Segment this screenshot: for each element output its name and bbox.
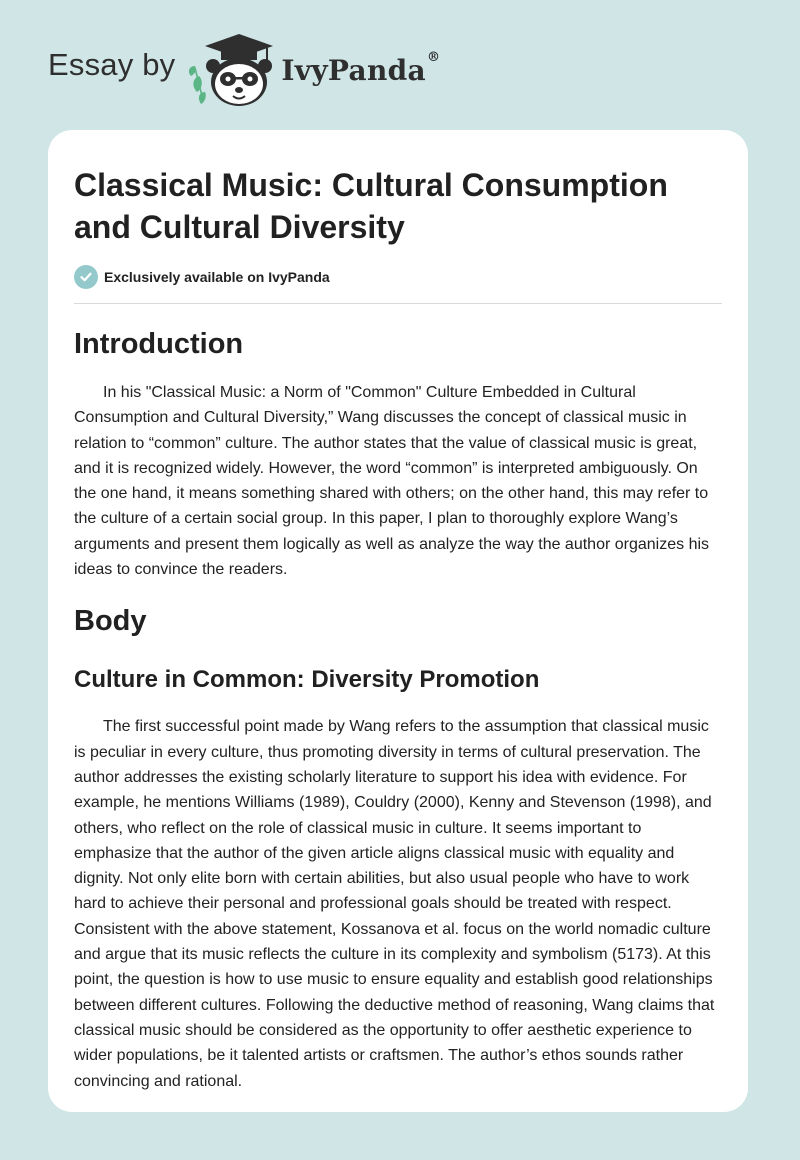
article-title: Classical Music: Cultural Consumption and Cultural Diversity [74, 167, 668, 245]
article-card [48, 130, 748, 1112]
brand-header[interactable] [48, 28, 440, 108]
introduction-heading: Introduction [74, 328, 244, 360]
panda-graduate-icon [183, 28, 279, 108]
exclusive-badge [74, 265, 722, 304]
brand-name: IvyPanda® [281, 49, 441, 87]
body-heading: Body [74, 605, 147, 638]
introduction-paragraph: In his "Classical Music: a Norm of "Common" Culture Embedded in Cultural Consumption and Cultural Diversity,” Wang discusses the concept of classical music in relation to “common” culture. The author states that the value of classical music is great, and it is recognized widely. However, the word “common” is interpreted ambiguously. On the one hand, it means something shared with others; on the other hand, this may refer to the culture of a certain social group. In this paper, I plan to thoroughly explore Wang’s arguments and present them logically as well as analyze the way the author organizes his ideas to convince the readers. [74, 384, 710, 579]
check-icon [74, 265, 98, 289]
brand-prefix: Essay by [48, 47, 176, 82]
culture-in-common-heading: Culture in Common: Diversity Promotion [74, 666, 540, 694]
ivy-leaf-icon [189, 66, 206, 104]
exclusive-badge-text: Exclusively available on IvyPanda [104, 269, 330, 285]
culture-in-common-paragraph: The first successful point made by Wang refers to the assumption that classical music is peculiar in every culture, thus promoting diversity in terms of cultural preservation. The author addresses the existing scholarly literature to support his idea with evidence. For example, he mentions Williams (1989), Couldry (2000), Kenny and Stevenson (1998), and others, who reflect on the role of classical music in culture. It seems important to emphasize that the author of the given article aligns classical music with equality and dignity. Not only elite born with certain abilities, but also usual people who have to work hard to achieve their personal and professional goals should be treated with respect. Consistent with the above statement, Kossanova et al. focus on the world nomadic culture and argue that its music reflects the culture in its complexity and symbolism (5173). At this point, the question is how to use music to ensure equality and establish good relationships between different cultures. Following the deductive method of reasoning, Wang claims that classical music should be considered as the opportunity to offer aesthetic experience to wider populations, be it talented artists or craftsmen. The author’s ethos sounds rather convincing and rational. [74, 718, 715, 1090]
registered-mark: ® [426, 49, 441, 65]
